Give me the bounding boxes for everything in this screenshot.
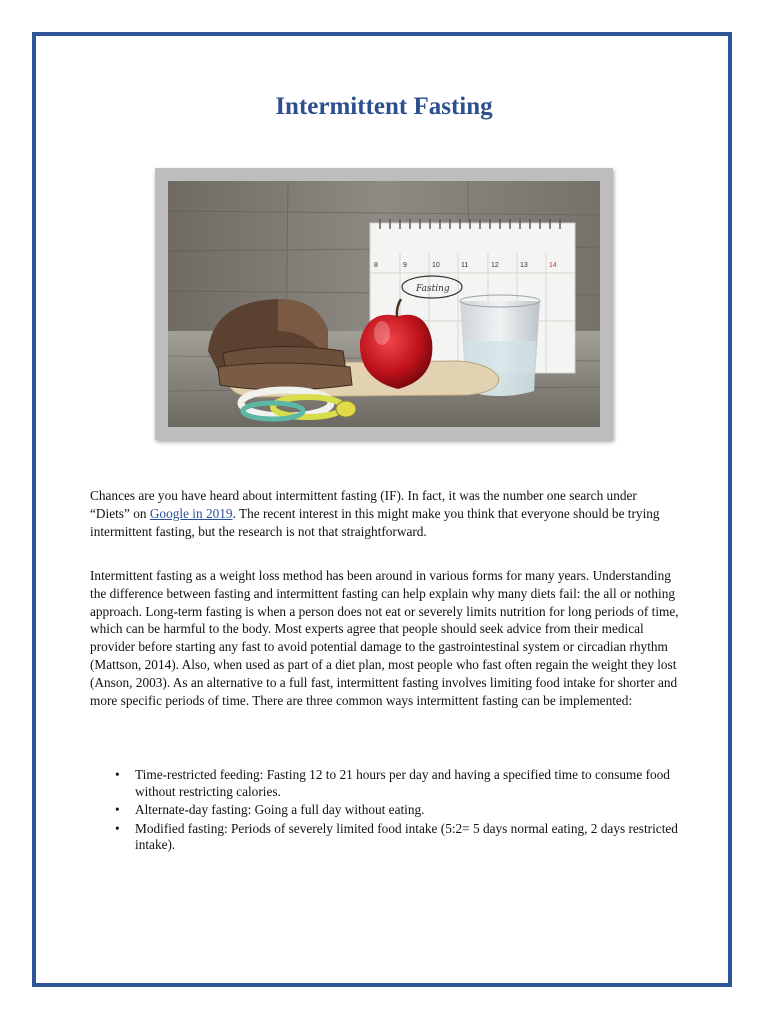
intro-paragraph: [90, 487, 680, 540]
calendar-note: Fasting: [416, 284, 450, 294]
page-title: Intermittent Fasting: [275, 93, 493, 120]
calendar-day: 13: [520, 262, 528, 269]
calendar-day: 10: [432, 262, 440, 269]
fasting-photo: [168, 181, 600, 427]
calendar-day: 11: [461, 262, 469, 269]
google-2019-link[interactable]: Google in 2019: [149, 505, 233, 521]
calendar-day: 14: [549, 262, 557, 269]
calendar-day: 12: [491, 262, 499, 269]
intro-text-start: Chances are you have heard about intermittent fasting (IF). In fact, it was the number one search under “Diets” on: [90, 488, 637, 521]
list-item: • Alternate-day fasting: Going a full day without eating.: [112, 802, 682, 819]
intro-text-end: . The recent interest in this might make you think that everyone should be trying intermittent fasting, but the research is not that straightforward.: [90, 505, 660, 539]
calendar-day: 8: [374, 262, 378, 269]
list-item: • Modified fasting: Periods of severely limited food intake (5:2= 5 days normal eating, 2 days restricted intake).: [112, 821, 682, 854]
list-item: • Time-restricted feeding: Fasting 12 to 21 hours per day and having a specified time to consume food without restricting calories.: [112, 767, 682, 800]
photo-frame: [155, 168, 613, 440]
body-paragraph: Intermittent fasting as a weight loss method has been around in various forms for many years. Understanding the difference between fasting and intermittent fasting can help explain why many diets fail: the all or nothing approach. Long-term fasting is when a person does not eat or severely limits nutrition for long periods of time, which can be harmful to the body. Most experts agree that people should seek advice from their medical provider before starting any fast to avoid potential damage to the gastrointestinal system or circadian rhythm (Mattson, 2014). Also, when used as part of a diet plan, most people who fast often regain the weight they lost (Anson, 2003). As an alternative to a full fast, intermittent fasting involves limiting food intake for shorter and more specific periods of time. There are three common ways intermittent fasting can be implemented:: [90, 568, 679, 708]
calendar-day: 9: [403, 262, 407, 269]
fasting-methods-list: [112, 767, 682, 856]
